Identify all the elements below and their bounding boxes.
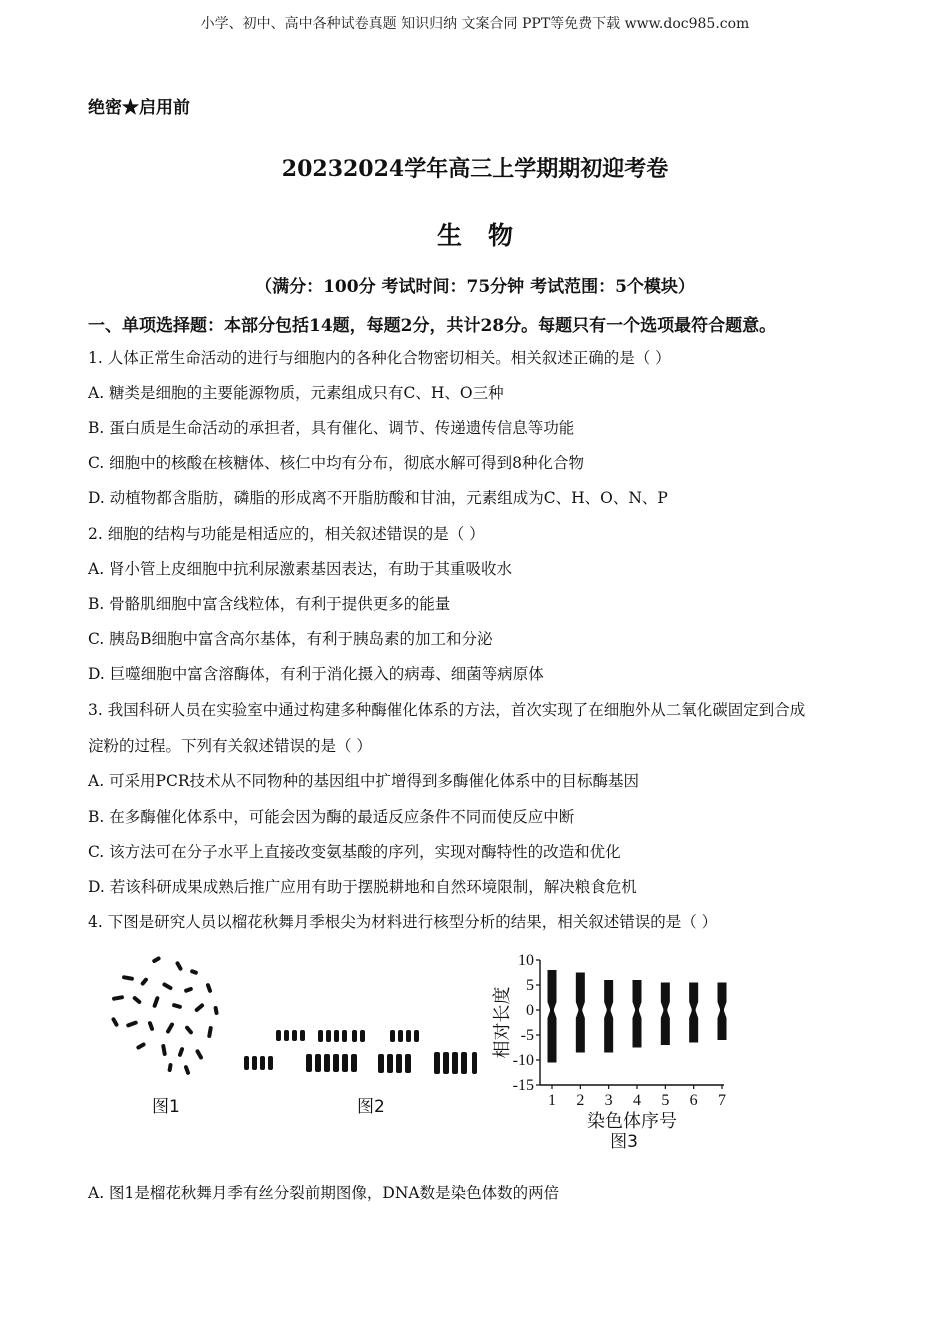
- question-1-option-d: D. 动植物都含脂肪，磷脂的形成离不开脂肪酸和甘油，元素组成为C、H、O、N、P: [88, 489, 668, 507]
- chromosome-bar-7: [718, 983, 727, 1041]
- y-tick-label: -10: [512, 1052, 534, 1069]
- x-tick-label-4: 4: [633, 1092, 641, 1109]
- question-2-option-a: A. 肾小管上皮细胞中抗利尿激素基因表达，有助于其重吸收水: [88, 560, 513, 578]
- x-tick-label-3: 3: [604, 1092, 613, 1109]
- y-tick-label: -15: [512, 1077, 534, 1094]
- question-1-option-a: A. 糖类是细胞的主要能源物质，元素组成只有C、H、O三种: [88, 384, 504, 402]
- question-1-option-c: C. 细胞中的核酸在核糖体、核仁中均有分布，彻底水解可得到8种化合物: [88, 454, 585, 472]
- chromosome-bar-5: [661, 983, 670, 1046]
- question-2-option-b: B. 骨骼肌细胞中富含线粒体，有利于提供更多的能量: [88, 595, 451, 613]
- question-3-stem-cont: 淀粉的过程。下列有关叙述错误的是（ ）: [88, 737, 372, 755]
- x-tick-label-5: 5: [661, 1092, 670, 1109]
- chromosome-bar-4: [633, 980, 642, 1048]
- figure-1-label: 图1: [152, 1097, 180, 1117]
- question-3-option-c: C. 该方法可在分子水平上直接改变氨基酸的序列，实现对酶特性的改造和优化: [88, 843, 621, 861]
- y-axis-label: 相对长度: [492, 986, 513, 1059]
- question-3-option-d: D. 若该科研成果成熟后推广应用有助于摆脱耕地和自然环境限制，解决粮食危机: [88, 878, 637, 896]
- confidential-mark: 绝密★启用前: [88, 98, 190, 118]
- exam-info: （满分：100分 考试时间：75分钟 考试范围：5个模块）: [255, 277, 695, 297]
- figure-3-chart: [478, 948, 733, 1153]
- x-tick-label-6: 6: [689, 1092, 698, 1109]
- x-tick-label-2: 2: [576, 1092, 585, 1109]
- question-2-stem: 2. 细胞的结构与功能是相适应的，相关叙述错误的是（ ）: [88, 525, 485, 543]
- question-3-stem: 3. 我国科研人员在实验室中通过构建多种酶催化体系的方法，首次实现了在细胞外从二氧化碳固定到合成: [88, 701, 806, 719]
- subject-title: 生物: [436, 221, 539, 250]
- question-1-stem: 1. 人体正常生命活动的进行与细胞内的各种化合物密切相关。相关叙述正确的是（ ）: [88, 349, 671, 367]
- chromosome-bar-3: [604, 980, 613, 1053]
- question-4-option-a: A. 图1是榴花秋舞月季有丝分裂前期图像，DNA数是染色体数的两倍: [88, 1184, 560, 1202]
- y-tick-label: 5: [526, 977, 534, 994]
- chromosome-bar-1: [548, 970, 557, 1063]
- chromosome-bar-2: [576, 973, 585, 1053]
- question-3-option-b: B. 在多酶催化体系中，可能会因为酶的最适反应条件不同而使反应中断: [88, 808, 575, 826]
- figure-2-karyotype: [240, 1022, 485, 1082]
- question-4-stem: 4. 下图是研究人员以榴花秋舞月季根尖为材料进行核型分析的结果，相关叙述错误的是（ ）: [88, 913, 718, 931]
- section-heading: 一、单项选择题：本部分包括14题，每题2分，共计28分。每题只有一个选项最符合题意。: [88, 316, 777, 336]
- question-1-option-b: B. 蛋白质是生命活动的承担者，具有催化、调节、传递遗传信息等功能: [88, 419, 575, 437]
- page-header: 小学、初中、高中各种试卷真题 知识归纳 文案合同 PPT等免费下载 www.doc985.com: [200, 16, 750, 32]
- x-tick-label-7: 7: [718, 1092, 726, 1109]
- question-2-option-c: C. 胰岛B细胞中富含高尔基体，有利于胰岛素的加工和分泌: [88, 630, 493, 648]
- chromosome-bar-6: [689, 983, 698, 1043]
- y-tick-label: -5: [520, 1027, 534, 1044]
- y-tick-label: 0: [526, 1002, 534, 1019]
- exam-title: 20232024学年高三上学期期初迎考卷: [281, 156, 669, 182]
- x-tick-label-1: 1: [548, 1092, 556, 1109]
- figure-1-chromosome-spread: [100, 950, 235, 1080]
- figure-3-label: 图3: [610, 1132, 638, 1152]
- figure-2-label: 图2: [357, 1097, 385, 1117]
- question-3-option-a: A. 可采用PCR技术从不同物种的基因组中扩增得到多酶催化体系中的目标酶基因: [88, 772, 640, 790]
- question-2-option-d: D. 巨噬细胞中富含溶酶体，有利于消化摄入的病毒、细菌等病原体: [88, 665, 544, 683]
- x-axis-label: 染色体序号: [587, 1111, 677, 1132]
- y-tick-label: 10: [518, 952, 534, 969]
